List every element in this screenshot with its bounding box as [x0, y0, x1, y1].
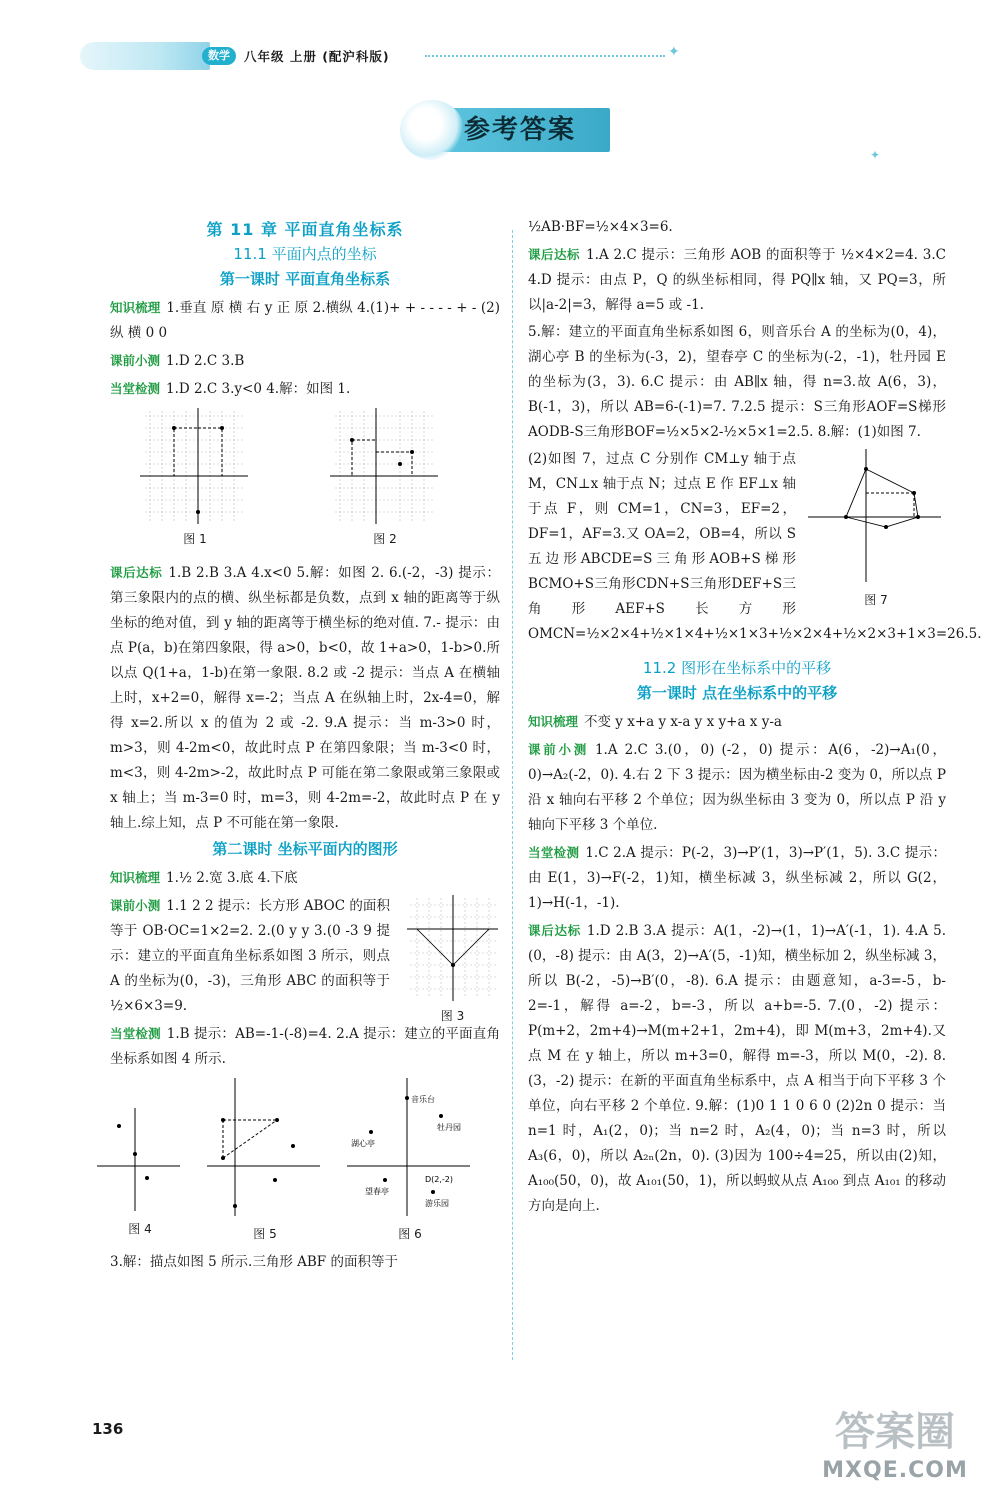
figure-4 [95, 1106, 185, 1237]
block-text: 1.1 2 2 提示：长方形 ABOC 的面积等于 OB·OC=1×2=2. 2.(0 y y 3.(0 -3 9 提示：建立的平面直角坐标系如图 3 所示，则点 A 的坐标为(0，-3)，三角形 ABC 的面积等于 ½×6×3=9. [110, 898, 390, 1014]
block-label: 当堂检测 [110, 381, 161, 396]
block-text: 1.½ 2.宽 3.底 4.下底 [166, 870, 298, 886]
answer-block [528, 840, 946, 916]
answer-block [110, 893, 390, 1019]
figure-caption: 图 2 [373, 532, 397, 546]
figure-caption: 图 4 [128, 1222, 152, 1236]
lesson-title: 第一课时 点在坐标系中的平移 [636, 684, 838, 702]
figure-caption: 图 5 [253, 1227, 277, 1241]
block-label: 课前小测 [110, 353, 161, 368]
label-peony-garden: 牡丹园 [437, 1123, 461, 1132]
block-label: 知识梳理 [528, 714, 579, 729]
block-text: 1.D 2.C 3.y<0 4.解：如图 1. [166, 381, 351, 397]
title-banner [400, 100, 610, 160]
grid-plot-3 [405, 893, 500, 1003]
answer-block [110, 560, 500, 836]
lesson-title: 第二课时 坐标平面内的图形 [212, 840, 398, 858]
label-spring-pavilion: 望春亭 [365, 1187, 389, 1196]
section-title: 11.1 平面内点的坐标 [233, 245, 377, 263]
left-column [110, 215, 500, 1277]
q2-with-figure [110, 893, 500, 1023]
right-column [528, 215, 982, 1221]
block-label: 当堂检测 [110, 1026, 161, 1041]
answer-text: 5.解：建立的平面直角坐标系如图 6，则音乐台 A 的坐标为(0，4)，湖心亭 B 的坐标为(-3，2)，望春亭 C 的坐标为(-2，-1)，牡丹园 E 的坐标为(3，3). 6.C 提示：由 AB∥x 轴，得 n=3.故 A(6，3)，B(-1，3)，所以 AB=6-(-1)=7. 7.2.5 提示：S三角形AOF=S梯形AODB-S三角形BOF=½×5×2-½×5×1=2.5. 8.解：(1)如图 7. [528, 324, 946, 440]
page-title: 参考答案 [463, 115, 576, 145]
answer-block [528, 918, 946, 1219]
page-header [80, 42, 700, 70]
lesson-title: 第一课时 平面直角坐标系 [219, 270, 391, 288]
answer-block [528, 737, 946, 838]
block-label: 课前小测 [528, 742, 589, 757]
figure-7 [806, 447, 946, 608]
figure-caption: 图 6 [398, 1227, 422, 1241]
subject-badge: 数学 [202, 47, 236, 65]
q5-with-figure [528, 320, 946, 445]
block-label: 知识梳理 [110, 300, 161, 315]
section-title: 11.2 图形在坐标系中的平移 [642, 659, 832, 677]
watermark-url: MXQE.COM [822, 1458, 968, 1483]
axes-plot-5 [205, 1076, 325, 1221]
column-divider [512, 230, 513, 1360]
figure-6 [345, 1076, 475, 1242]
star-icon: ✦ [668, 44, 680, 60]
answer-block [110, 865, 500, 891]
figure-2 [330, 406, 440, 547]
answer-block [110, 376, 500, 402]
label-amusement-park: 游乐园 [425, 1199, 449, 1208]
answer-block [528, 709, 946, 735]
figure-caption: 图 3 [440, 1009, 465, 1023]
block-text: 不变 y x+a y x-a y x y+a x y-a [584, 714, 782, 730]
grid-plot-2 [330, 406, 440, 526]
block-text: 1.A 2.C 提示：三角形 AOB 的面积等于 ½×4×2=4. 3.C 4.D 提示：由点 P，Q 的纵坐标相同，得 PQ∥x 轴，又 PQ=3，所以|a-2|=3，解得 a=5 或 -1. [528, 247, 946, 313]
axes-plot-4 [95, 1106, 185, 1216]
label-lake-pavilion: 湖心亭 [351, 1139, 375, 1148]
block-text: 1.D 2.C 3.B [166, 353, 245, 369]
answer-text: ½AB·BF=½×4×3=6. [528, 219, 673, 235]
block-text: 1.D 2.B 3.A 提示：A(1，-2)→(1，1)→A′(-1，1). 4.A 5.(0，-8) 提示：由 A(3，2)→A′(5，-1)知，横坐标加 2，纵坐标减 3，所以 B(-2，-5)→B′(0，-8). 6.A 提示：由题意知，a-3=-5，b-2=-1，解得 a=-2，b=-3，所以 a+b=-5. 7.(0，-2) 提示：P(m+2，2m+4)→M(m+2+1，2m+4)，即 M(m+3，2m+4).又点 M 在 y 轴上，所以 m+3=0，解得 m=-3，所以 M(0，-2). 8.(3，-2) 提示：在新的平面直角坐标系中，点 A 相当于向下平移 3 个单位，向右平移 2 个单位. 9.解：(1)0 1 1 0 6 0 (2)2n 0 提示：当 n=1 时，A₁(2，0)；当 n=2 时，A₂(4，0)；当 n=3 时，所以 A₃(6，0)，所以 A₂ₙ(2n，0). (3)因为 100÷4=25，所以由(2)知，A₁₀₀(50，0)，故 A₁₀₁(50，1)，所以蚂蚁从点 A₁₀₀ 到点 A₁₀₁ 的移动方向是向上. [528, 923, 946, 1214]
answer-block [110, 295, 500, 346]
block-text: 1.垂直 原 横 右 y 正 原 2.横纵 4.(1)+ + - - - - + - (2)纵 横 0 0 [110, 300, 500, 341]
header-swoosh [80, 42, 210, 70]
figure-caption: 图 7 [864, 593, 888, 607]
figure-row [110, 1076, 500, 1246]
figure-1 [140, 406, 250, 547]
figure-row [110, 406, 500, 556]
block-label: 课后达标 [528, 247, 581, 262]
answer-text: 3.解：描点如图 5 所示.三角形 ABF 的面积等于 [110, 1254, 398, 1270]
answer-block [110, 1021, 500, 1072]
block-label: 课后达标 [110, 565, 163, 580]
grid-plot-1 [140, 406, 250, 526]
block-label: 当堂检测 [528, 845, 580, 860]
figure-5 [205, 1076, 325, 1242]
axes-plot-6 [345, 1076, 475, 1221]
figure-3 [405, 893, 500, 1024]
block-label: 课前小测 [110, 898, 161, 913]
figure-caption: 图 1 [183, 532, 207, 546]
book-subtitle: 八年级 上册 (配沪科版) [244, 49, 390, 64]
label-music-stage: 音乐台 [411, 1095, 435, 1104]
chapter-title: 第 11 章 平面直角坐标系 [206, 220, 404, 239]
label-d-coord: D(2,-2) [425, 1175, 454, 1184]
block-text: 1.A 2.C 3.(0，0) (-2，0) 提示：A(6，-2)→A₁(0，0)→A₂(-2，0). 4.右 2 下 3 提示：因为横坐标由-2 变为 0，所以点 P 沿 x 轴向右平移 2 个单位；因为纵坐标由 3 变为 0，所以点 P 沿 y 轴向下平移 3 个单位. [528, 742, 946, 833]
star-icon: ✦ [870, 148, 881, 162]
answer-block [528, 242, 946, 318]
header-dotted-line [425, 55, 665, 57]
watermark-title: 答案圈 [835, 1409, 955, 1455]
block-label: 课后达标 [528, 923, 581, 938]
page-number: 136 [92, 1420, 124, 1438]
watermark-logo [810, 1400, 980, 1490]
answer-text: (2)如图 7，过点 C 分别作 CM⊥y 轴于点 M，CN⊥x 轴于点 N；过点 E 作 EF⊥x 轴于点 F，则 CM=1，CN=3，EF=2，DF=1，AF=3.又 OA=2，OB=4，所以 S五边形ABCDE=S三角形AOB+S梯形BCMO+S三角形CDN+S三角形DEF+S三角形AEF+S长方形OMCN=½×2×4+½×1×4+½×1×3+½×2×4+½×2×3+1×3=26.5. [528, 451, 982, 642]
block-text: 1.B 提示：AB=-1-(-8)=4. 2.A 提示：建立的平面直角坐标系如图 4 所示. [110, 1026, 500, 1067]
answer-block [110, 348, 500, 374]
block-text: 1.B 2.B 3.A 4.x<0 5.解：如图 2. 6.(-2，-3) 提示：第三象限内的点的横、纵坐标都是负数，点到 x 轴的距离等于纵坐标的绝对值，到 y 轴的距离等于横坐标的绝对值. 7.- 提示：由点 P(a，b)在第四象限，得 a>0，b<0，故 1+a>0，1-b>0.所以点 Q(1+a，1-b)在第一象限. 8.2 或 -2 提示：当点 A 在横轴上时，x+2=0，解得 x=-2；当点 A 在纵轴上时，2x-4=0，解得 x=2.所以 x 的值为 2 或 -2. 9.A 提示：当 m-3>0 时，m>3，则 4-2m<0，故此时点 P 在第四象限；当 m-3<0 时，m<3，则 4-2m>-2，故此时点 P 可能在第二象限或第三象限或 x 轴上；当 m-3=0 时，m=3，则 4-2m=-2，故此时点 P 在 y 轴上.综上知，点 P 不可能在第一象限. [110, 565, 500, 831]
q8-with-figure [528, 447, 982, 647]
block-text: 1.C 2.A 提示：P(-2，3)→P′(1，3)→P′(1，5). 3.C 提示：由 E(1，3)→F(-2，1)知，横坐标减 3，纵坐标减 2，所以 G(2，1)→H(-1，-1). [528, 845, 946, 911]
axes-plot-7 [806, 447, 946, 587]
block-label: 知识梳理 [110, 870, 161, 885]
